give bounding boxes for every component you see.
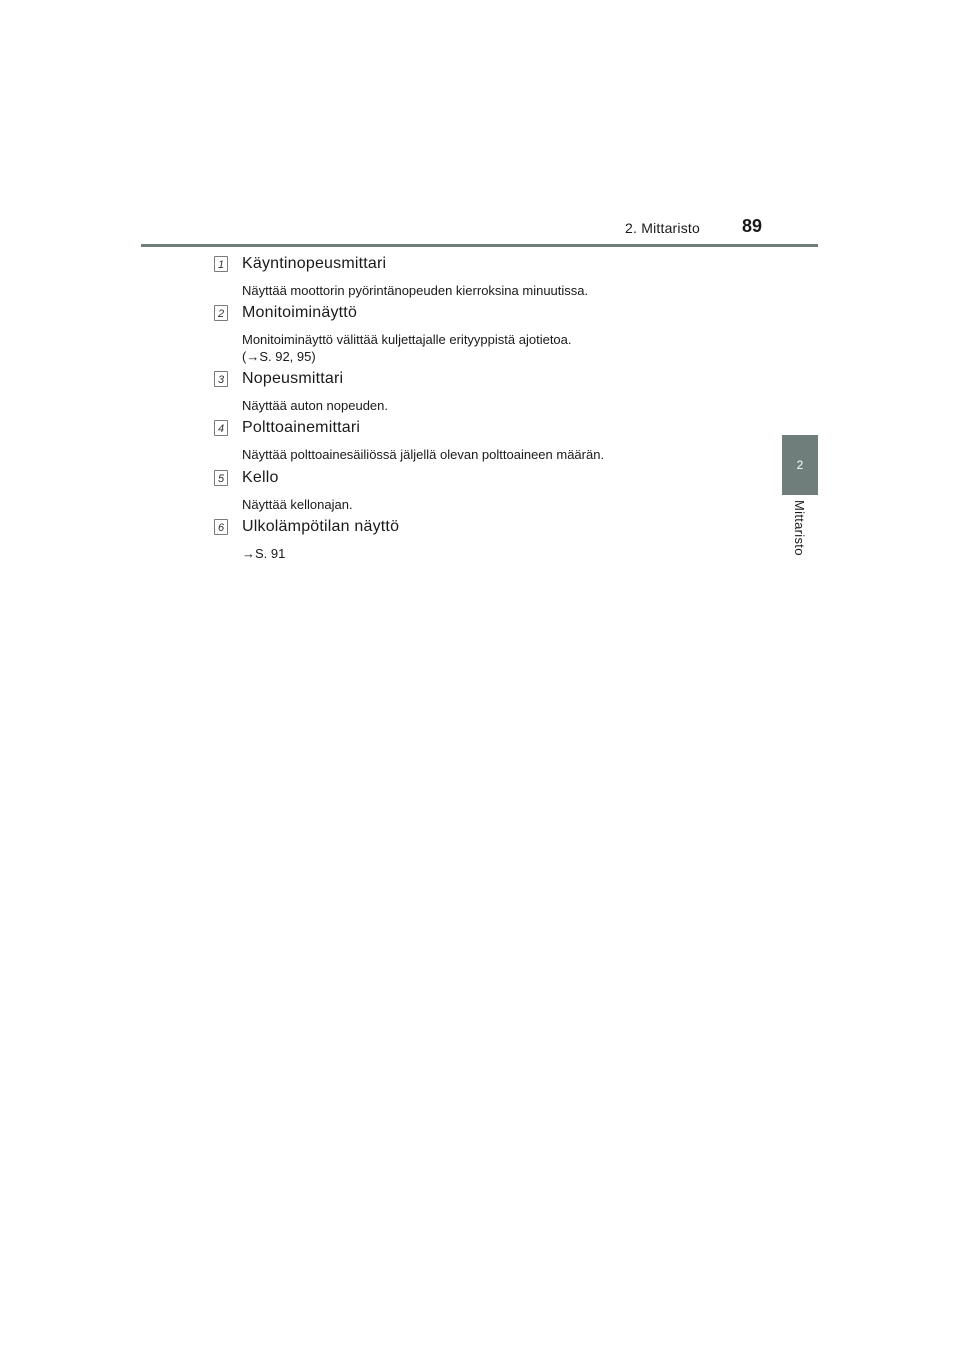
list-item [214,369,754,414]
item-description [242,545,754,562]
item-title: Ulkolämpötilan näyttö [242,518,400,535]
page-reference: →S. 91 [242,546,286,561]
header-rule [141,244,818,247]
item-title: Monitoiminäyttö [242,304,358,321]
page-reference: (→S. 92, 95) [242,349,316,364]
item-title: Käyntinopeusmittari [242,255,387,272]
description-line: Näyttää polttoainesäiliössä jäljellä olevan polttoaineen määrän. [242,447,605,462]
page-number: 89 [742,216,763,236]
list-item [214,517,754,562]
item-number-badge: 2 [214,305,228,321]
item-number-badge: 5 [214,470,228,486]
item-description [242,446,754,463]
chapter-tab [782,435,818,495]
header-section-title: 2. Mittaristo [625,220,700,236]
list-item [214,468,754,513]
item-number-badge: 4 [214,420,228,436]
item-number-badge: 1 [214,256,228,272]
item-number-badge: 6 [214,519,228,535]
item-title: Nopeusmittari [242,370,344,387]
list-item [214,418,754,463]
item-title: Polttoainemittari [242,419,361,436]
description-line: Näyttää moottorin pyörintänopeuden kierroksina minuutissa. [242,283,589,298]
list-item [214,303,754,365]
item-description [242,331,754,365]
description-line: Näyttää kellonajan. [242,497,353,512]
item-description [242,282,754,299]
chapter-number: 2 [796,458,804,472]
list-item [214,254,754,299]
item-number-badge: 3 [214,371,228,387]
description-line: Näyttää auton nopeuden. [242,398,389,413]
item-description [242,496,754,513]
chapter-label: Mittaristo [792,500,807,556]
item-title: Kello [242,469,279,486]
description-line: Monitoiminäyttö välittää kuljettajalle erityyppistä ajotietoa. [242,332,572,347]
item-description [242,397,754,414]
